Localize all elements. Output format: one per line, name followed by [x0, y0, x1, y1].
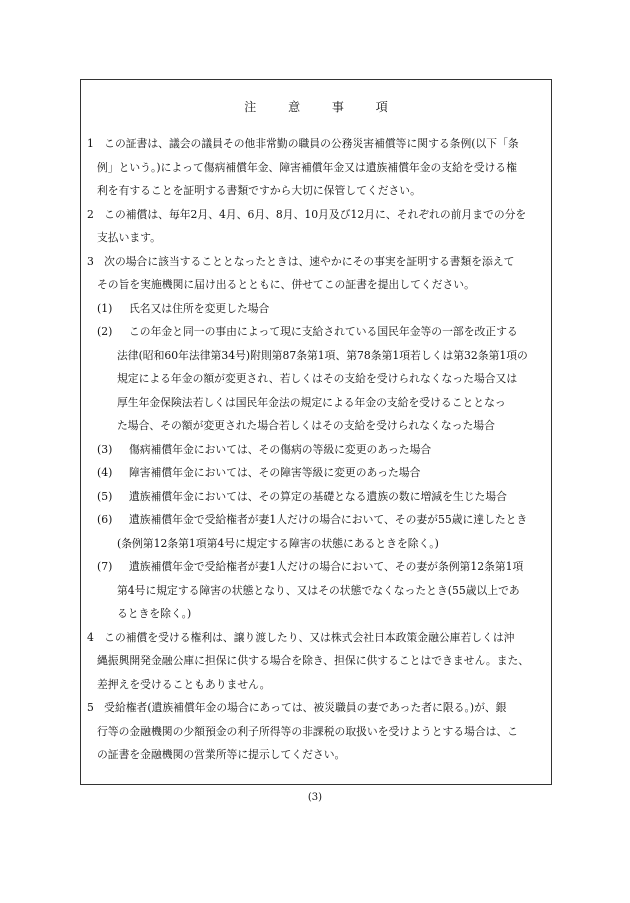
notice-item-2	[87, 203, 547, 250]
item-number: 3	[87, 254, 94, 268]
notice-content	[87, 132, 547, 767]
item-text: 支払います。	[97, 231, 161, 244]
sub-item-1	[87, 297, 547, 321]
sub-item-5	[87, 485, 547, 509]
title-char: 項	[375, 100, 388, 114]
sub-item-text: 障害補償年金においては、その障害等級に変更のあった場合	[129, 466, 421, 479]
item-number: 2	[87, 207, 94, 221]
notice-line	[87, 273, 547, 297]
notice-line	[87, 226, 547, 250]
sub-item-number: (7)	[97, 560, 113, 573]
notice-line	[87, 649, 547, 673]
notice-item-4	[87, 626, 547, 697]
page-title	[80, 98, 552, 115]
notice-line	[87, 203, 547, 227]
sub-item-number: (3)	[97, 442, 113, 456]
sub-item-text: 遺族補償年金で受給権者が妻1人だけの場合において、その妻が条例第12条第1項	[129, 560, 524, 573]
sub-item-text: 氏名又は住所を変更した場合	[129, 301, 270, 315]
notice-line	[87, 696, 547, 720]
item-number: 1	[87, 137, 94, 150]
item-number: 4	[87, 630, 94, 644]
sub-item-text: 遺族補償年金においては、その算定の基礎となる遺族の数に増減を生じた場合	[129, 489, 507, 503]
item-text: 差押えを受けることもありません。	[97, 677, 271, 691]
notice-line	[87, 250, 547, 274]
notice-item-5	[87, 696, 547, 767]
notice-line	[87, 179, 547, 203]
sub-item-text: るときを除く。)	[117, 607, 192, 620]
item-text: 受給権者(遺族補償年金の場合にあっては、被災職員の妻であった者に限る。)が、銀	[104, 701, 507, 714]
sub-item-number: (2)	[97, 325, 113, 338]
sub-item-text: 規定による年金の額が変更され、若しくはその支給を受けられなくなった場合又は	[117, 372, 518, 385]
notice-line	[87, 743, 547, 767]
title-char: 事	[331, 100, 344, 114]
notice-line	[87, 673, 547, 697]
item-text: 次の場合に該当することとなったときは、速やかにその事実を証明する書類を添えて	[104, 254, 515, 268]
item-text: この証書は、議会の議員その他非常勤の職員の公務災害補償等に関する条例(以下「条	[104, 137, 519, 150]
notice-line	[87, 132, 547, 156]
item-text: 例」という。)によって傷病補償年金、障害補償年金又は遺族補償年金の支給を受ける権	[97, 160, 517, 174]
notice-item-3	[87, 250, 547, 626]
item-text: その旨を実施機関に届け出るとともに、併せてこの証書を提出してください。	[97, 278, 475, 291]
sub-item-number: (5)	[97, 489, 113, 503]
sub-item-text: 厚生年金保険法若しくは国民年金法の規定による年金の支給を受けることとなっ	[117, 395, 506, 409]
sub-item-number: (1)	[97, 301, 113, 315]
item-text: この補償を受ける権利は、譲り渡したり、又は株式会社日本政策金融公庫若しくは沖	[104, 630, 515, 644]
sub-item-4	[87, 461, 547, 485]
title-char: 意	[288, 100, 301, 114]
sub-item-text: 傷病補償年金においては、その傷病の等級に変更のあった場合	[129, 442, 432, 456]
sub-item-text: 遺族補償年金で受給権者が妻1人だけの場合において、その妻が55歳に達したとき	[129, 513, 528, 526]
sub-item-number: (6)	[97, 513, 113, 526]
sub-item-text: この年金と同一の事由によって現に支給されている国民年金等の一部を改正する	[129, 325, 518, 338]
page-number: (3)	[307, 792, 323, 803]
item-text: 縄振興開発金融公庫に担保に供する場合を除き、担保に供することはできません。また、	[97, 654, 530, 667]
sub-item-number: (4)	[97, 466, 113, 479]
item-text: この補償は、毎年2月、4月、6月、8月、10月及び12月に、それぞれの前月までの分を	[104, 207, 527, 221]
notice-line	[87, 156, 547, 180]
item-text: 利を有することを証明する書類ですから大切に保管してください。	[97, 184, 421, 197]
notice-item-1	[87, 132, 547, 203]
sub-item-2	[87, 320, 547, 438]
sub-item-text: た場合、その額が変更された場合若しくはその支給を受けられなくなった場合	[117, 419, 495, 432]
item-text: の証書を金融機関の営業所等に提示してください。	[97, 748, 346, 761]
sub-item-7	[87, 555, 547, 626]
sub-item-text: (条例第12条第1項第4号に規定する障害の状態にあるときを除く。)	[117, 536, 439, 550]
notice-line	[87, 626, 547, 650]
sub-item-text: 法律(昭和60年法律第34号)附則第87条第1項、第78条第1項若しくは第32条第1項の	[117, 348, 528, 362]
sub-item-3	[87, 438, 547, 462]
title-char: 注	[244, 100, 257, 114]
notice-line	[87, 720, 547, 744]
sub-item-text: 第4号に規定する障害の状態となり、又はその状態でなくなったとき(55歳以上であ	[117, 583, 520, 597]
sub-item-6	[87, 508, 547, 555]
item-text: 行等の金融機関の少額預金の利子所得等の非課税の取扱いを受けようとする場合は、こ	[97, 724, 519, 738]
item-number: 5	[87, 701, 94, 714]
